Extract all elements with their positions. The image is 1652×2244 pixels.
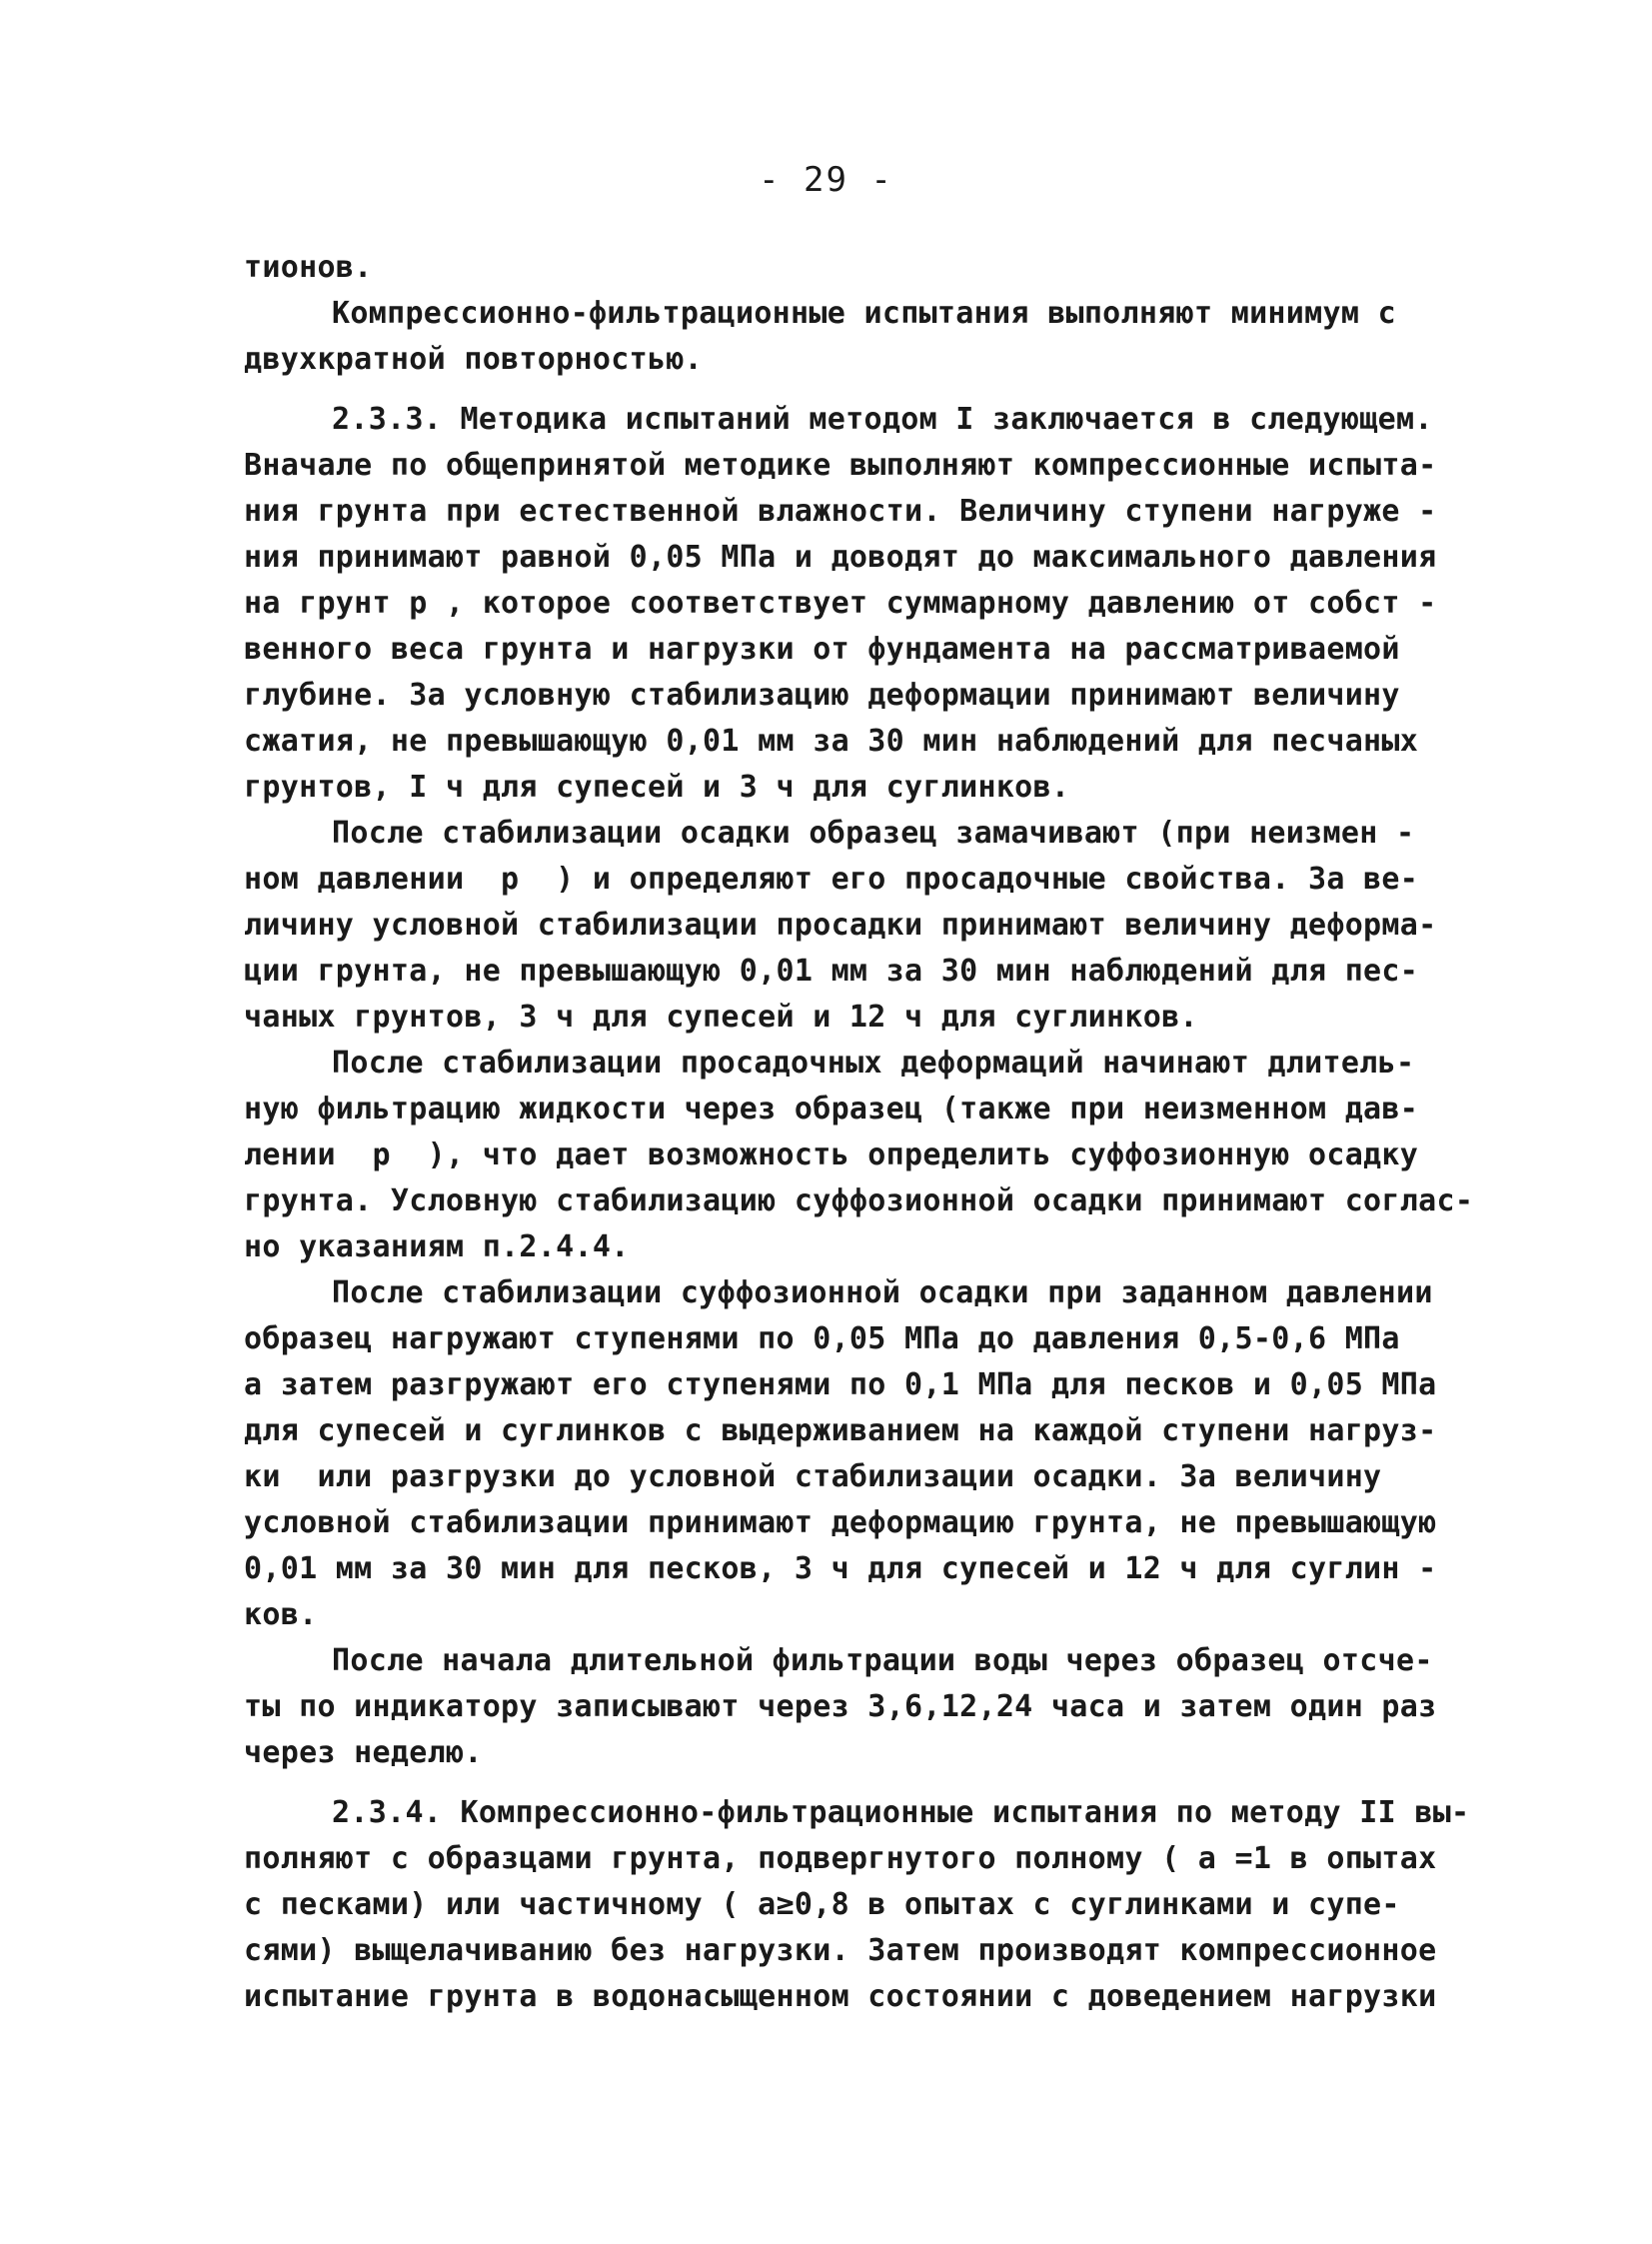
text-line: грунтов, I ч для супесей и 3 ч для суглинков. [244,770,1070,805]
text-line: 2.3.4. Компрессионно-фильтрационные испытания по методу II вы- [332,1795,1470,1830]
text-line: 0,01 мм за 30 мин для песков, 3 ч для супесей и 12 ч для суглин - [244,1551,1437,1586]
text-line: с песками) или частичному ( a≥0,8 в опытах с суглинками и супе- [244,1887,1400,1922]
text-line: ты по индикатору записывают через 3,6,12,24 часа и затем один раз [244,1689,1437,1724]
paragraph-gap [244,1776,1488,1790]
text-line: а затем разгружают его ступенями по 0,1 МПа для песков и 0,05 МПа [244,1367,1437,1402]
text-line: После стабилизации осадки образец замачивают (при неизмен - [332,816,1415,851]
text-line: через неделю. [244,1735,483,1770]
text-line: но указаниям п.2.4.4. [244,1229,630,1264]
text-line: условной стабилизации принимают деформацию грунта, не превышающую [244,1505,1437,1540]
text-line: После стабилизации суффозионной осадки при заданном давлении [332,1275,1433,1310]
text-line: сжатия, не превышающую 0,01 мм за 30 мин наблюдений для песчаных [244,724,1419,759]
text-line: ния грунта при естественной влажности. Величину ступени нагруже - [244,494,1437,529]
text-line: 2.3.3. Методика испытаний методом I заключается в следующем. [332,402,1433,437]
text-line: на грунт р , которое соответствует суммарному давлению от собст - [244,586,1437,621]
text-line: Компрессионно-фильтрационные испытания выполняют минимум с [332,296,1396,331]
text-line: для супесей и суглинков с выдерживанием на каждой ступени нагруз- [244,1413,1437,1448]
text-line: ния принимают равной 0,05 МПа и доводят до максимального давления [244,540,1437,575]
text-line: сями) выщелачиванию без нагрузки. Затем производят компрессионное [244,1933,1437,1968]
text-line: двухкратной повторностью. [244,342,704,377]
text-line: Вначале по общепринятой методике выполняют компрессионные испыта- [244,448,1437,483]
text-line: венного веса грунта и нагрузки от фундамента на рассматриваемой [244,632,1400,667]
text-line: полняют с образцами грунта, подвергнутого полному ( a =1 в опытах [244,1841,1437,1876]
page-number: - 29 - [759,160,893,200]
text-line: После начала длительной фильтрации воды через образец отсче- [332,1643,1433,1678]
text-line: испытание грунта в водонасыщенном состоянии с доведением нагрузки [244,1979,1437,2014]
text-line: ном давлении р ) и определяют его просадочные свойства. За ве- [244,862,1419,897]
text-line: ков. [244,1597,318,1632]
text-line: личину условной стабилизации просадки принимают величину деформа- [244,908,1437,943]
text-line: ную фильтрацию жидкости через образец (также при неизменном дав- [244,1092,1419,1126]
text-line: ции грунта, не превышающую 0,01 мм за 30 мин наблюдений для пес- [244,954,1419,989]
text-line: После стабилизации просадочных деформаций начинают длитель- [332,1046,1415,1081]
text-line: грунта. Условную стабилизацию суффозионной осадки принимают соглас- [244,1183,1474,1218]
body-text [244,245,1488,2020]
text-line: образец нагружают ступенями по 0,05 МПа до давления 0,5-0,6 МПа [244,1321,1400,1356]
paragraph-gap [244,383,1488,397]
text-line: тионов. [244,250,373,285]
text-line: глубине. За условную стабилизацию деформации принимают величину [244,678,1400,713]
text-line: ки или разгрузки до условной стабилизации осадки. За величину [244,1459,1382,1494]
text-line: чаных грунтов, 3 ч для супесей и 12 ч для суглинков. [244,1000,1198,1035]
text-line: лении р ), что дает возможность определить суффозионную осадку [244,1137,1419,1172]
